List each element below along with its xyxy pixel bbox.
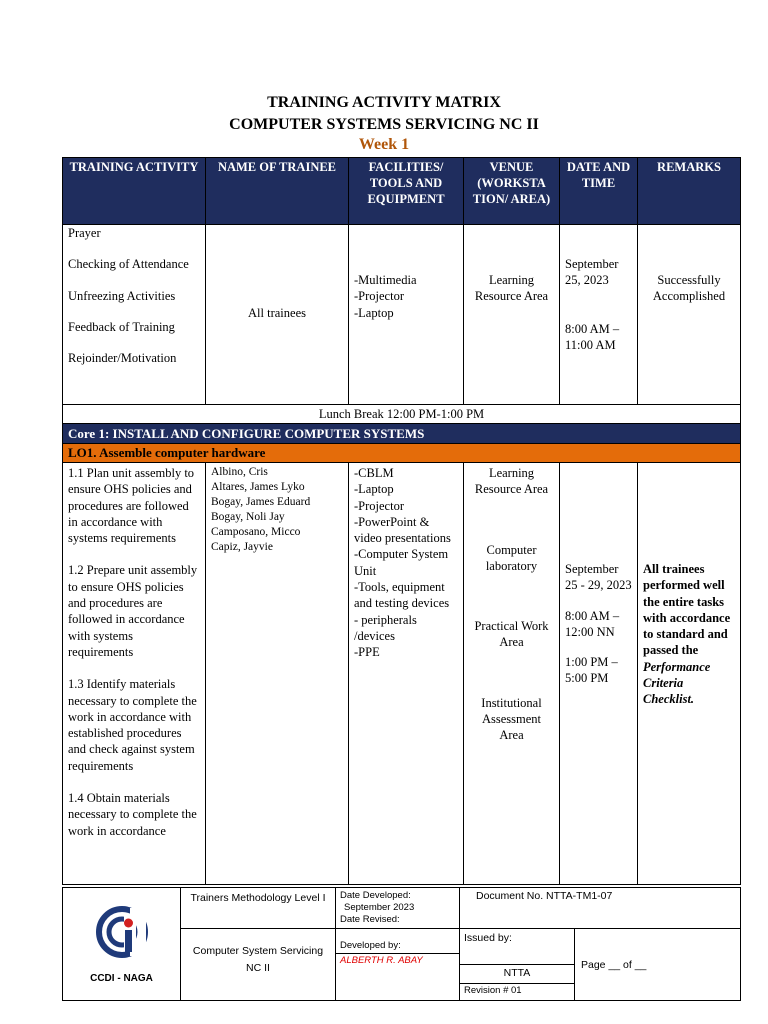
date-revised-label: Date Revised: bbox=[340, 914, 400, 925]
venue-item: Learning Resource Area bbox=[474, 466, 549, 497]
remarks-cell bbox=[638, 463, 741, 885]
activity-item: Checking of Attendance bbox=[68, 257, 189, 272]
issuer-cell bbox=[460, 965, 575, 1001]
revision-text: Revision # 01 bbox=[460, 983, 574, 997]
developed-by-cell bbox=[336, 929, 460, 1001]
lo-title: LO1. Assemble computer hardware bbox=[63, 444, 741, 463]
facilities-cell bbox=[349, 225, 464, 405]
issuer-name: NTTA bbox=[503, 967, 531, 979]
facility-item: -CBLM bbox=[354, 466, 394, 480]
methodology-cell: Trainers Methodology Level I bbox=[181, 888, 336, 929]
venue-cell: Learning Resource Area bbox=[464, 225, 560, 405]
activity-item: Rejoinder/Motivation bbox=[68, 351, 177, 366]
facility-item: -Tools, equipment and testing devices bbox=[354, 580, 450, 611]
venue-item: Institutional Assessment Area bbox=[481, 695, 542, 743]
table-row bbox=[63, 225, 741, 405]
time-text: 8:00 AM – 11:00 AM bbox=[565, 321, 620, 352]
col-header-trainee: NAME OF TRAINEE bbox=[206, 158, 349, 225]
facility-item: -Multimedia bbox=[354, 273, 417, 287]
trainee-cell bbox=[206, 463, 349, 885]
activity-item: 1.1 Plan unit assembly to ensure OHS policies and procedures are followed in accordance with systems requirements bbox=[68, 466, 195, 546]
training-matrix-table bbox=[62, 157, 741, 885]
col-header-venue: VENUE (WORKSTA TION/ AREA) bbox=[464, 158, 560, 225]
developed-by-label: Developed by: bbox=[340, 940, 401, 951]
date-developed-value: September 2023 bbox=[344, 902, 415, 913]
logo-cell bbox=[63, 888, 181, 1001]
lo-row bbox=[63, 444, 741, 463]
trainee-name: Bogay, James Eduard bbox=[211, 496, 311, 508]
lunch-break-text: Lunch Break 12:00 PM-1:00 PM bbox=[63, 405, 741, 424]
document-subtitle: COMPUTER SYSTEMS SERVICING NC II bbox=[229, 116, 539, 133]
activity-item: Feedback of Training bbox=[68, 319, 175, 334]
logo-text: CCDI - NAGA bbox=[90, 973, 153, 984]
activity-cell bbox=[63, 225, 206, 405]
facilities-cell bbox=[349, 463, 464, 885]
document-no-cell: Document No. NTTA-TM1-07 bbox=[460, 888, 741, 929]
venue-item: Computer laboratory bbox=[485, 542, 538, 573]
trainee-name: Altares, James Lyko bbox=[211, 481, 305, 493]
facility-item: -Projector bbox=[354, 289, 404, 304]
lunch-row bbox=[63, 405, 741, 424]
venue-cell bbox=[464, 463, 560, 885]
activity-item: Prayer bbox=[68, 226, 101, 240]
ccdi-logo-icon bbox=[90, 904, 154, 964]
date-developed-label: Date Developed: bbox=[340, 890, 411, 901]
core-title: Core 1: INSTALL AND CONFIGURE COMPUTER SYSTEMS bbox=[63, 424, 741, 444]
core-row bbox=[63, 424, 741, 444]
activity-item: 1.4 Obtain materials necessary to complete the work in accordance bbox=[68, 791, 197, 838]
date-text: September 25 - 29, 2023 bbox=[565, 562, 632, 593]
col-header-activity: TRAINING ACTIVITY bbox=[63, 158, 206, 225]
facility-item: -Projector bbox=[354, 498, 404, 513]
time-text: 1:00 PM – 5:00 PM bbox=[565, 655, 618, 686]
trainee-name: Camposano, Micco bbox=[211, 526, 301, 538]
date-text: September 25, 2023 bbox=[565, 257, 619, 288]
issued-by-label: Issued by: bbox=[464, 932, 512, 944]
facility-item: -Computer System Unit bbox=[354, 547, 449, 578]
facility-item: -Laptop bbox=[354, 305, 394, 320]
date-developed-cell bbox=[336, 888, 460, 929]
course-cell: Computer System Servicing NC II bbox=[181, 929, 336, 1001]
developer-name: ALBERTH R. ABAY bbox=[340, 955, 423, 966]
facility-item: - peripherals /devices bbox=[354, 612, 417, 643]
trainee-cell: All trainees bbox=[206, 225, 349, 405]
activity-item: 1.3 Identify materials necessary to complete the work in accordance with established procedures and check against system requirements bbox=[68, 677, 197, 773]
activity-item: Unfreezing Activities bbox=[68, 288, 176, 303]
remarks-cell: Successfully Accomplished bbox=[638, 225, 741, 405]
facility-item: -Laptop bbox=[354, 482, 394, 497]
issued-by-cell bbox=[460, 929, 575, 965]
activity-cell bbox=[63, 463, 206, 885]
remarks-checklist: Performance Criteria Checklist. bbox=[643, 659, 711, 707]
date-cell bbox=[560, 225, 638, 405]
week-label: Week 1 bbox=[358, 136, 410, 153]
col-header-remarks: REMARKS bbox=[638, 158, 741, 225]
time-text: 8:00 AM – 12:00 NN bbox=[565, 608, 620, 639]
trainee-name: Bogay, Noli Jay bbox=[211, 511, 285, 523]
facility-item: -PPE bbox=[354, 645, 380, 660]
document-title: TRAINING ACTIVITY MATRIX bbox=[267, 94, 501, 111]
activity-item: 1.2 Prepare unit assembly to ensure OHS policies and procedures are followed in accordance with systems requirements bbox=[68, 563, 198, 659]
col-header-facilities: FACILITIES/ TOOLS AND EQUIPMENT bbox=[349, 158, 464, 225]
table-row bbox=[63, 463, 741, 885]
facility-item: -PowerPoint & video presentations bbox=[354, 514, 451, 546]
col-header-date: DATE AND TIME bbox=[560, 158, 638, 225]
trainee-name: Albino, Cris bbox=[211, 466, 268, 478]
remarks-text: All trainees performed well the entire tasks with accordance to standard and passed the bbox=[643, 562, 731, 658]
venue-item: Practical Work Area bbox=[474, 619, 549, 650]
document-footer bbox=[62, 887, 741, 1001]
trainee-name: Capiz, Jayvie bbox=[211, 541, 273, 553]
table-header-row bbox=[63, 158, 741, 225]
date-cell bbox=[560, 463, 638, 885]
page-cell: Page __ of __ bbox=[575, 929, 741, 1001]
